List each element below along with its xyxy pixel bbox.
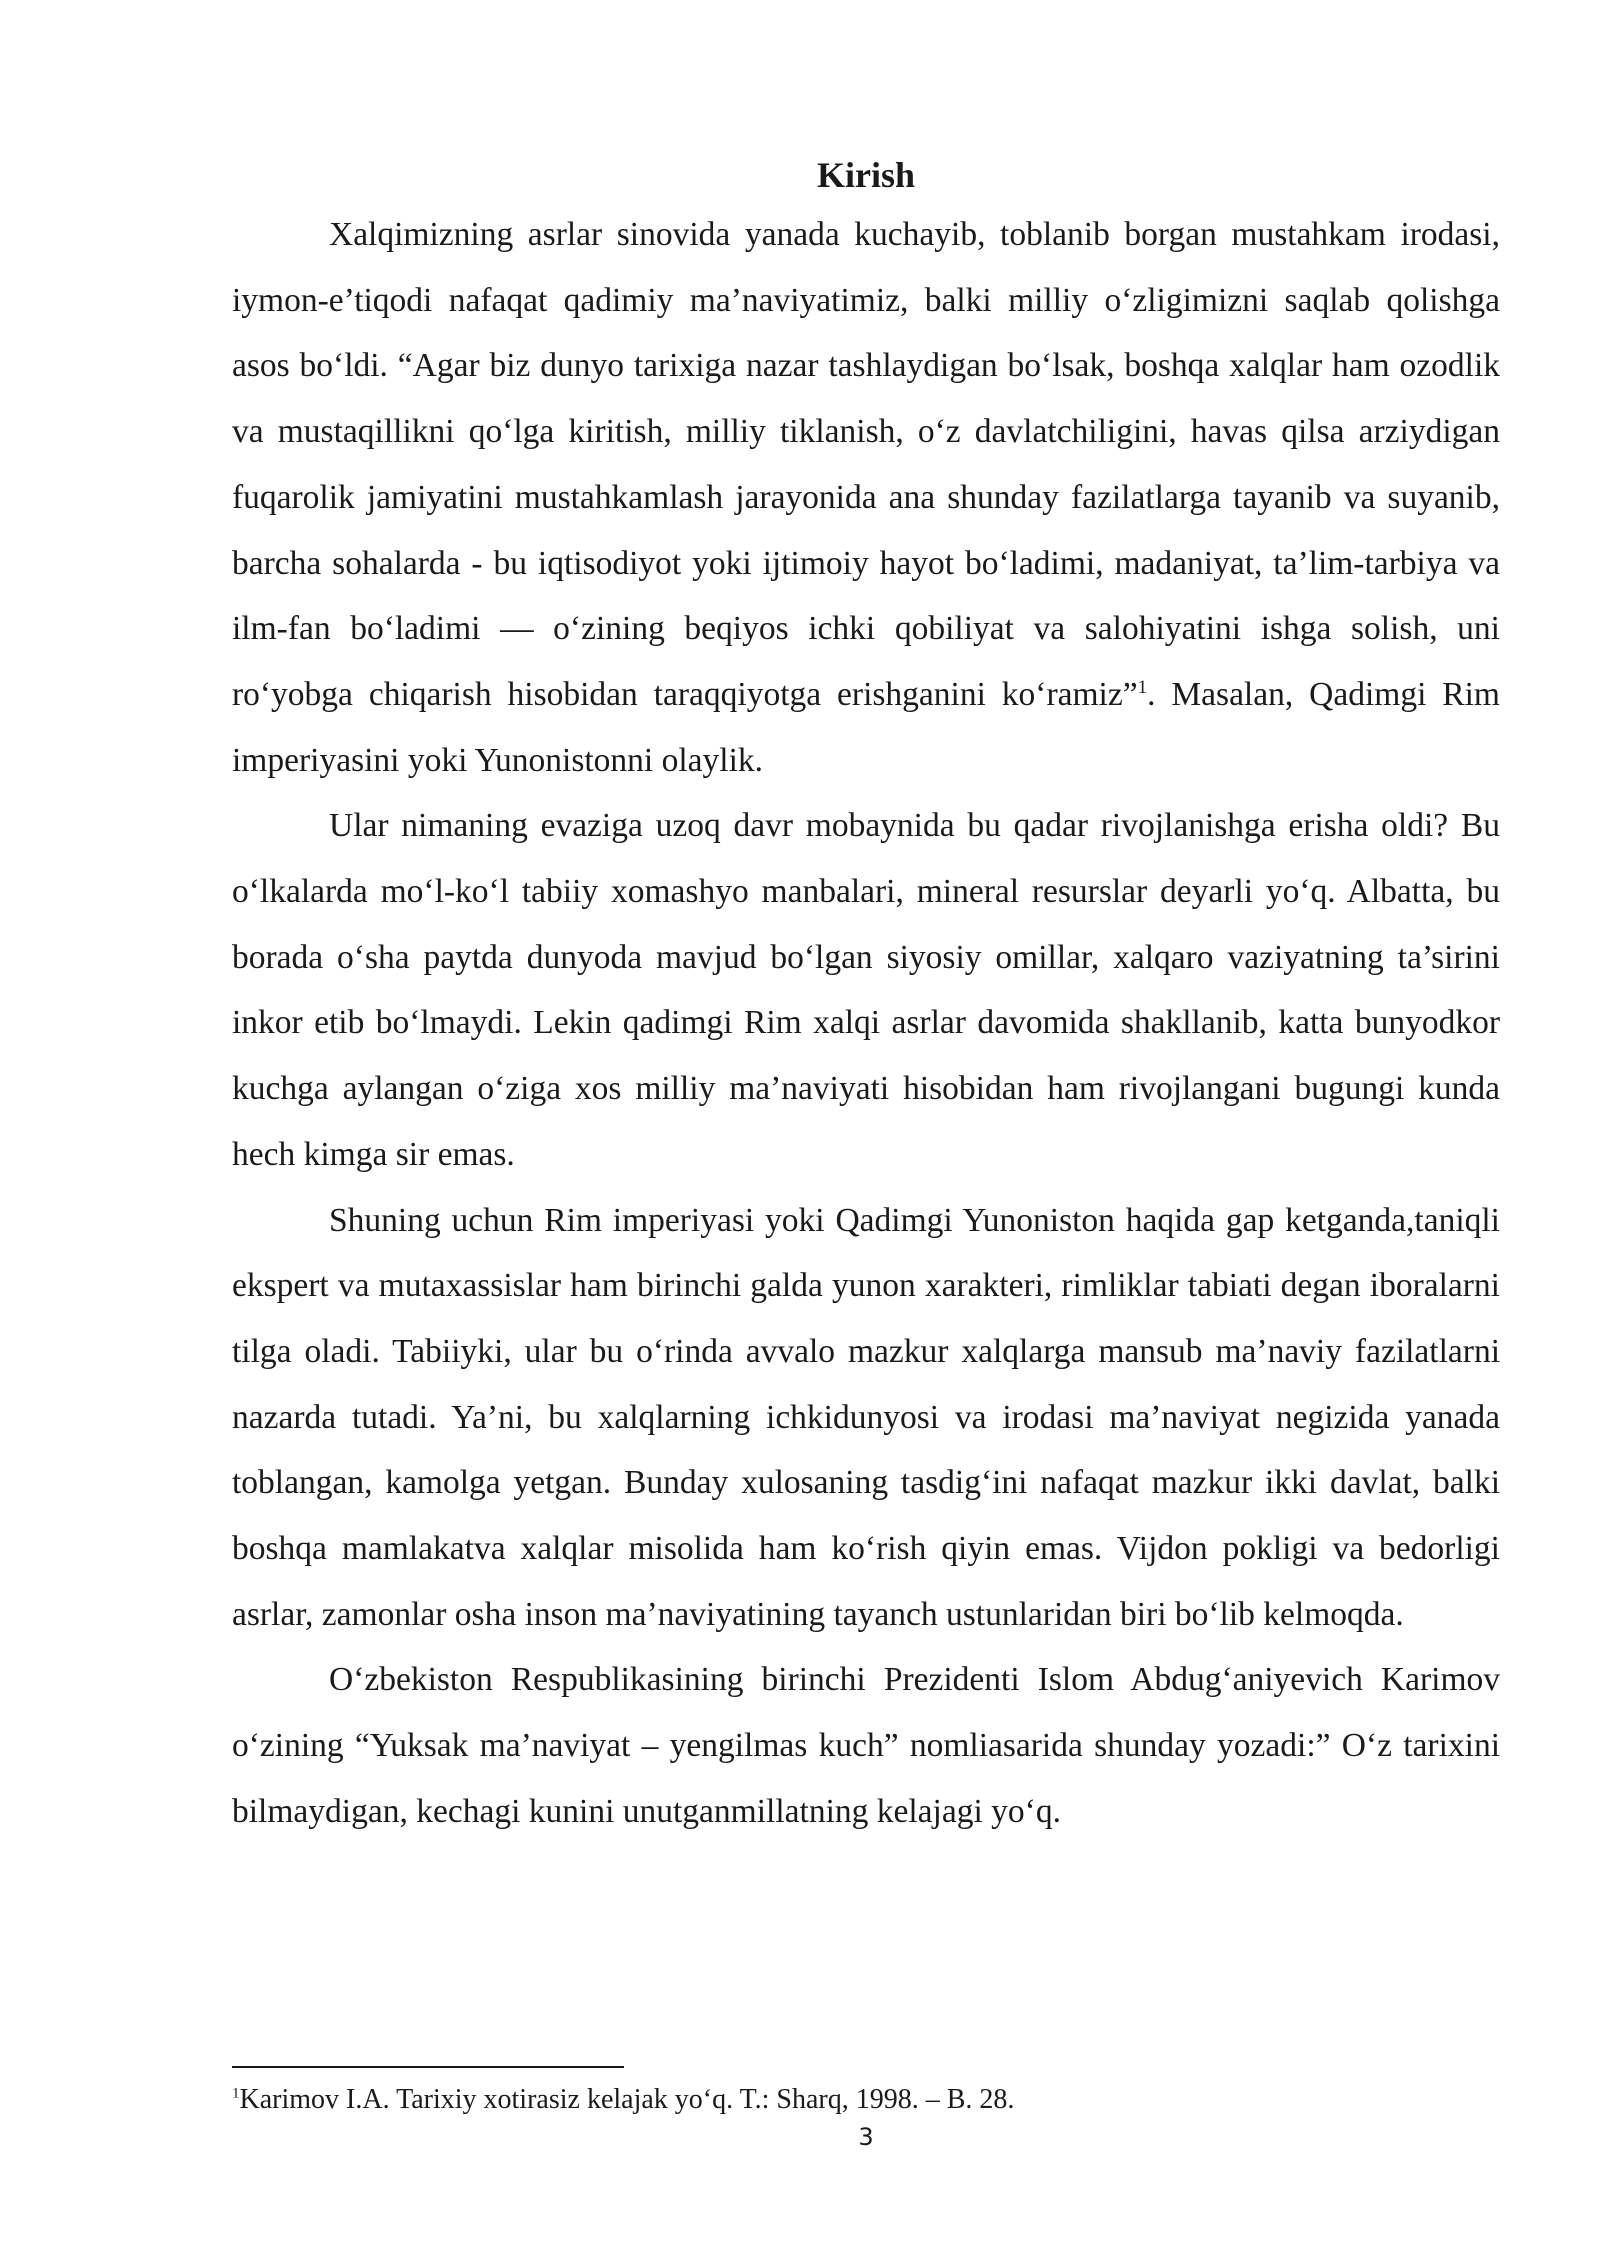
footnote-marker: 1 (232, 2085, 240, 2102)
footnote-text: Karimov I.A. Tarixiy xotirasiz kelajak yo‘q. T.: Sharq, 1998. – B. 28. (239, 2084, 1015, 2115)
document-body (232, 150, 1500, 1845)
page-number: 3 (858, 2123, 874, 2151)
paragraph-3: Shuning uchun Rim imperiyasi yoki Qadimgi Yunoniston haqida gap ketganda,taniqli ekspert va mutaxassislar ham birinchi galda yunon xarakteri, rimliklar tabiati degan iboralarni tilga oladi. Tabiiyki, ular bu o‘rinda avvalo mazkur xalqlarga mansub ma’naviy fazilatlarni nazarda tutadi. Ya’ni, bu xalqlarning ichkidunyosi va irodasi ma’naviyat negizida yanada toblangan, kamolga yetgan. Bunday xulosaning tasdig‘ini nafaqat mazkur ikki davlat, balki boshqa mamlakatva xalqlar misolida ham ko‘rish qiyin emas. Vijdon pokligi va bedorligi asrlar, zamonlar osha inson ma’naviyatining tayanch ustunlaridan biri bo‘lib kelmoqda. (232, 1201, 1500, 1633)
footnote-reference[interactable]: 1 (1137, 676, 1148, 698)
footnote-separator (232, 2066, 624, 2068)
footnote (232, 2082, 1500, 2118)
section-title: Kirish (816, 155, 915, 195)
paragraph-2: Ular nimaning evaziga uzoq davr mobaynida bu qadar rivojlanishga erisha oldi? Bu o‘lkalarda mo‘l-ko‘l tabiiy xomashyo manbalari, mineral resurslar deyarli yo‘q. Albatta, bu borada o‘sha paytda dunyoda mavjud bo‘lgan siyosiy omillar, xalqaro vaziyatning ta’sirini inkor etib bo‘lmaydi. Lekin qadimgi Rim xalqi asrlar davomida shakllanib, katta bunyodkor kuchga aylangan o‘ziga xos milliy ma’naviyati hisobidan ham rivojlangani bugungi kunda hech kimga sir emas. (232, 807, 1500, 1173)
paragraph-1 (232, 202, 1500, 793)
paragraph-1-text: Xalqimizning asrlar sinovida yanada kuchayib, toblanib borgan mustahkam irodasi, iymon-e’tiqodi nafaqat qadimiy ma’naviyatimiz, balki milliy o‘zligimizni saqlab qolishga asos bo‘ldi. “Agar biz dunyo tarixiga nazar tashlaydigan bo‘lsak, boshqa xalqlar ham ozodlik va mustaqillikni qo‘lga kiritish, milliy tiklanish, o‘z davlatchiligini, havas qilsa arziydigan fuqarolik jamiyatini mustahkamlash jarayonida ana shunday fazilatlarga tayanib va suyanib, barcha sohalarda - bu iqtisodiyot yoki ijtimoiy hayot bo‘ladimi, madaniyat, ta’lim-tarbiya va ilm-fan bo‘ladimi — o‘zining beqiyos ichki qobiliyat va salohiyatini ishga solish, uni ro‘yobga chiqarish hisobidan taraqqiyotga erishganini ko‘ramiz” (232, 216, 1500, 713)
paragraph-1-text-continued: . Masalan, Qadimgi Rim imperiyasini yoki Yunonistonni olaylik. (232, 675, 1500, 779)
paragraph-4: O‘zbekiston Respublikasining birinchi Prezidenti Islom Abdug‘aniyevich Karimov o‘zining “Yuksak ma’naviyat – yengilmas kuch” nomliasarida shunday yozadi:” O‘z tarixini bilmaydigan, kechagi kunini unutganmillatning kelajagi yo‘q. (232, 1661, 1500, 1830)
